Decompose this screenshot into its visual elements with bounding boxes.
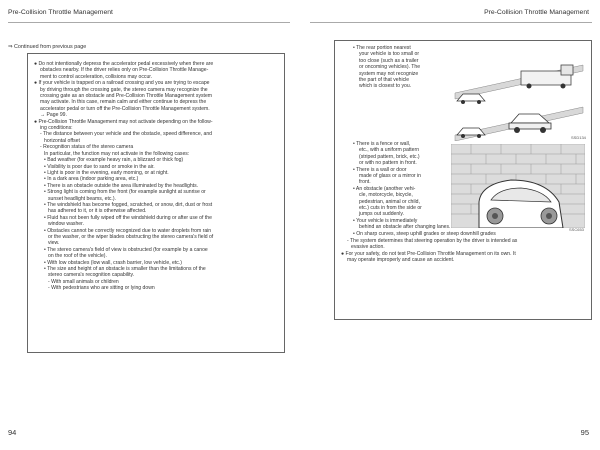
figure-wall-illustration bbox=[451, 144, 585, 228]
text-line: etc., with a uniform pattern bbox=[359, 147, 420, 154]
text-line: has adhered to it, or it is otherwise affected. bbox=[48, 208, 147, 215]
text-line: jumps out suddenly. bbox=[359, 211, 404, 218]
text-line: the part of that vehicle bbox=[359, 77, 410, 84]
text-line: cle, motorcycle, bicycle, bbox=[359, 192, 413, 199]
text-line: (striped pattern, brick, etc.) bbox=[359, 153, 420, 160]
text-line: made of glass or a mirror in bbox=[359, 173, 421, 180]
text-line: may activate. In this case, remain calm and either continue to depress the bbox=[40, 99, 207, 106]
sub-list-item: - With small animals or children bbox=[48, 278, 119, 285]
text-line: system may not recognize bbox=[359, 70, 419, 77]
text-line: or with no pattern in front. bbox=[359, 160, 417, 167]
figure1-code: SSD134 bbox=[571, 135, 586, 140]
text-line: - Recognition status of the stereo camera bbox=[40, 144, 134, 151]
list-item: • Light is poor in the evening, early morning, or at night. bbox=[44, 169, 169, 176]
text-line: ing conditions: bbox=[40, 125, 73, 132]
text-line: - The distance between your vehicle and the obstacle, speed difference, and bbox=[40, 131, 212, 138]
text-line: ● Pre-Collision Throttle Management may not activate depending on the follow- bbox=[34, 118, 213, 125]
right-block3-text bbox=[341, 238, 517, 264]
list-item: • There is a wall or door bbox=[353, 166, 407, 173]
left-running-header: Pre-Collision Throttle Management bbox=[8, 9, 113, 16]
text-line: too close (such as a trailer bbox=[359, 57, 419, 64]
right-header-rule bbox=[310, 22, 592, 23]
text-line: view. bbox=[48, 240, 60, 247]
text-line: evasive action. bbox=[351, 244, 385, 251]
text-line: stereo camera's recognition capability. bbox=[48, 272, 135, 279]
text-line: behind an obstacle after changing lanes. bbox=[359, 224, 451, 231]
text-line: or oncoming vehicles). The bbox=[359, 64, 421, 71]
list-item: • The windshield has become fogged, scratched, or snow, dirt, dust or frost bbox=[44, 201, 213, 208]
list-item: • Obstacles cannot be correctly recognized due to water droplets from rain bbox=[44, 227, 212, 234]
list-item: • The rear portion nearest bbox=[353, 45, 411, 51]
text-line: accelerator pedal or turn off the Pre-Collision Throttle Management system. bbox=[40, 105, 210, 112]
figure2-code: SSC653 bbox=[569, 227, 584, 232]
text-line: may operate improperly and cause an accident. bbox=[347, 257, 455, 264]
text-line: crossing gate as an obstacle and Pre-Collision Throttle Management system bbox=[40, 93, 213, 100]
text-line: ● If your vehicle is trapped on a railroad crossing and you are trying to escape bbox=[34, 80, 210, 87]
text-line: your vehicle is too small or bbox=[359, 51, 420, 58]
list-item: • There is a fence or wall, bbox=[353, 141, 411, 147]
list-item: • Bad weather (for example heavy rain, a blizzard or thick fog) bbox=[44, 157, 184, 164]
text-line: ment to control acceleration, collisions may occur. bbox=[40, 73, 153, 80]
text-line: etc.) cuts in from the side or bbox=[359, 205, 422, 212]
sub-list-item: - With pedestrians who are sitting or lying down bbox=[48, 285, 155, 292]
text-line: or the washer, or the wiper blades obstructing the stereo camera's field of bbox=[48, 233, 214, 240]
list-item: • On sharp curves, steep uphill grades or steep downhill grades bbox=[353, 230, 496, 237]
continued-from-previous: ⇒ Continued from previous page bbox=[8, 44, 87, 50]
list-item: • With low obstacles (low wall, crash barrier, low vehicle, etc.) bbox=[44, 259, 182, 266]
left-header-rule bbox=[8, 22, 290, 23]
list-item: ● For your safety, do not test Pre-Collision Throttle Management on its own. It bbox=[341, 250, 516, 257]
text-line: by driving through the crossing gate, the stereo camera may recognize the bbox=[40, 86, 208, 93]
list-item: • Your vehicle is immediately bbox=[353, 217, 418, 224]
right-running-header: Pre-Collision Throttle Management bbox=[484, 9, 589, 16]
text-line: which is closest to you. bbox=[359, 83, 412, 90]
right-block1-text bbox=[353, 45, 420, 90]
text-line: front. bbox=[359, 179, 371, 186]
truck-icon bbox=[521, 65, 573, 89]
list-item: • In a dark area (indoor parking area, etc.) bbox=[44, 176, 139, 183]
text-line: pedestrian, animal or child, bbox=[359, 198, 420, 205]
list-item: • Strong light is coming from the front (for example sunlight at sunrise or bbox=[44, 189, 206, 196]
list-item: • An obstacle (another vehi- bbox=[353, 185, 416, 192]
right-caution-box bbox=[334, 40, 592, 320]
list-item: • There is an obstacle outside the area illuminated by the headlights. bbox=[44, 182, 199, 189]
right-page-number: 95 bbox=[580, 428, 589, 437]
list-item: • Fluid has not been fully wiped off the windshield during or after use of the bbox=[44, 214, 212, 221]
text-line: on the roof of the vehicle). bbox=[48, 253, 107, 260]
text-line: - The system determines that steering operation by the driver is intended as bbox=[347, 238, 518, 244]
list-item: • The stereo camera's field of view is obstructed (for example by a canoe bbox=[44, 246, 208, 253]
page-reference: → Page 99. bbox=[40, 112, 67, 119]
figure-trailer-illustration bbox=[451, 61, 587, 141]
text-line: horizontal offset bbox=[44, 137, 80, 144]
text-line: sunset headlight beams, etc.). bbox=[48, 195, 116, 202]
list-item: • The size and height of an obstacle is smaller than the limitations of the bbox=[44, 266, 206, 272]
left-caution-text bbox=[34, 61, 213, 292]
text-line: In particular, the function may not activate in the following cases: bbox=[44, 150, 190, 157]
left-page-number: 94 bbox=[8, 428, 17, 437]
text-line: window washer. bbox=[48, 221, 84, 228]
text-line: obstacles nearby. If the driver relies only on Pre-Collision Throttle Manage- bbox=[40, 67, 209, 74]
left-caution-box bbox=[27, 53, 285, 353]
text-line: ● Do not intentionally depress the accelerator pedal excessively when there are bbox=[34, 61, 214, 67]
list-item: • Visibility is poor due to sand or smoke in the air. bbox=[44, 163, 155, 170]
